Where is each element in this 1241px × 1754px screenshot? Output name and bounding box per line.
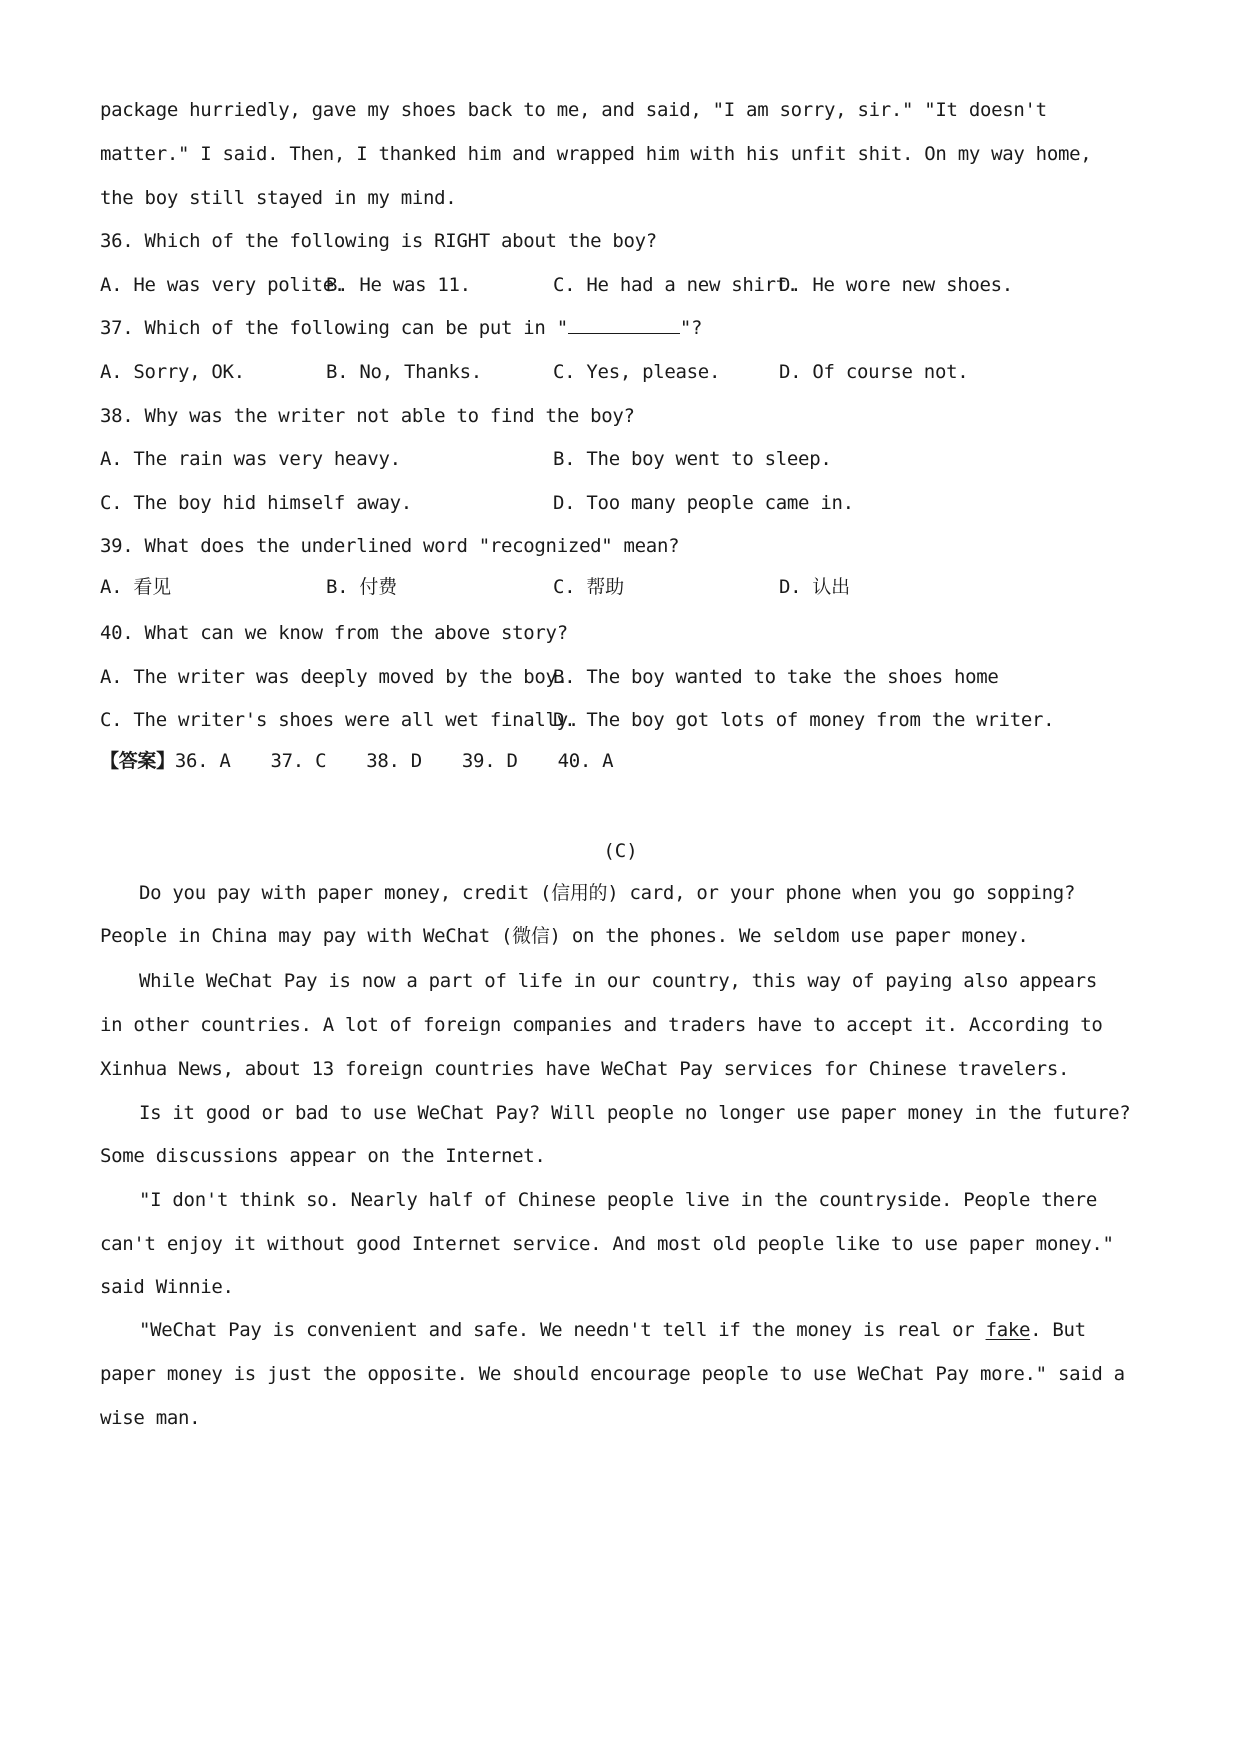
passage-line: said Winnie. [100, 1276, 234, 1298]
passage-text: . But [1030, 1319, 1086, 1341]
passage-line: Do you pay with paper money, credit (信用的) card, or your phone when you go sopping? [139, 882, 1076, 904]
q36-option-c: C. He had a new shirt. [553, 274, 799, 296]
passage-line: "I don't think so. Nearly half of Chinese people live in the countryside. People there [139, 1189, 1097, 1211]
question-36-stem: 36. Which of the following is RIGHT about the boy? [100, 230, 657, 252]
question-40-stem: 40. What can we know from the above story? [100, 622, 568, 644]
q36-option-b: B. He was 11. [326, 274, 471, 296]
q38-option-a: A. The rain was very heavy. [100, 448, 401, 470]
q40-option-c: C. The writer's shoes were all wet finally. [100, 709, 579, 731]
passage-line: wise man. [100, 1407, 201, 1429]
q38-option-d: D. Too many people came in. [553, 492, 854, 514]
q39-option-d: D. 认出 [779, 576, 850, 598]
q39-option-c: C. 帮助 [553, 576, 624, 598]
question-39-stem: 39. What does the underlined word "recognized" mean? [100, 535, 680, 557]
q38-option-c: C. The boy hid himself away. [100, 492, 412, 514]
passage-line: People in China may pay with WeChat (微信) on the phones. We seldom use paper money. [100, 925, 1029, 947]
answer-item: 39. D [461, 750, 518, 772]
q37-option-b: B. No, Thanks. [326, 361, 482, 383]
answer-item: 40. A [557, 750, 614, 772]
passage-line: in other countries. A lot of foreign companies and traders have to accept it. According to [100, 1014, 1103, 1036]
passage-line: the boy still stayed in my mind. [100, 187, 457, 209]
question-37-stem [100, 315, 702, 341]
answer-blank [568, 315, 680, 334]
passage-line: can't enjoy it without good Internet service. And most old people like to use paper money." [100, 1233, 1114, 1255]
passage-text: "WeChat Pay is convenient and safe. We needn't tell if the money is real or [139, 1319, 986, 1341]
passage-line: Some discussions appear on the Internet. [100, 1145, 546, 1167]
q36-option-d: D. He wore new shoes. [779, 274, 1013, 296]
answer-item: 37. C [270, 750, 327, 772]
question-38-stem: 38. Why was the writer not able to find the boy? [100, 405, 635, 427]
q36-option-a: A. He was very polite. [100, 274, 346, 296]
q37-option-d: D. Of course not. [779, 361, 969, 383]
q39-option-a: A. 看见 [100, 576, 171, 598]
passage-line: Is it good or bad to use WeChat Pay? Will people no longer use paper money in the future? [139, 1102, 1131, 1124]
passage-line: While WeChat Pay is now a part of life in our country, this way of paying also appears [139, 970, 1097, 992]
passage-line [139, 1317, 1086, 1343]
q37-option-c: C. Yes, please. [553, 361, 721, 383]
passage-line: matter." I said. Then, I thanked him and wrapped him with his unfit shit. On my way home, [100, 143, 1092, 165]
q40-option-b: B. The boy wanted to take the shoes home [553, 666, 999, 688]
answer-key [100, 748, 613, 774]
q37-stem-before: 37. Which of the following can be put in " [100, 317, 568, 339]
passage-line: Xinhua News, about 13 foreign countries have WeChat Pay services for Chinese travelers. [100, 1058, 1070, 1080]
passage-line: paper money is just the opposite. We should encourage people to use WeChat Pay more." said a [100, 1363, 1125, 1385]
q40-option-d: D. The boy got lots of money from the writer. [553, 709, 1055, 731]
underlined-word: fake [985, 1319, 1031, 1341]
answer-key-label: 【答案】 [100, 750, 175, 772]
passage-line: package hurriedly, gave my shoes back to me, and said, "I am sorry, sir." "It doesn't [100, 99, 1047, 121]
q38-option-b: B. The boy went to sleep. [553, 448, 832, 470]
q37-option-a: A. Sorry, OK. [100, 361, 245, 383]
q37-stem-after: "? [679, 317, 703, 339]
answer-item: 38. D [366, 750, 422, 772]
q40-option-a: A. The writer was deeply moved by the boy. [100, 666, 568, 688]
q39-option-b: B. 付费 [326, 576, 397, 598]
section-heading: (C) [603, 840, 638, 862]
answer-item: 36. A [174, 750, 231, 772]
